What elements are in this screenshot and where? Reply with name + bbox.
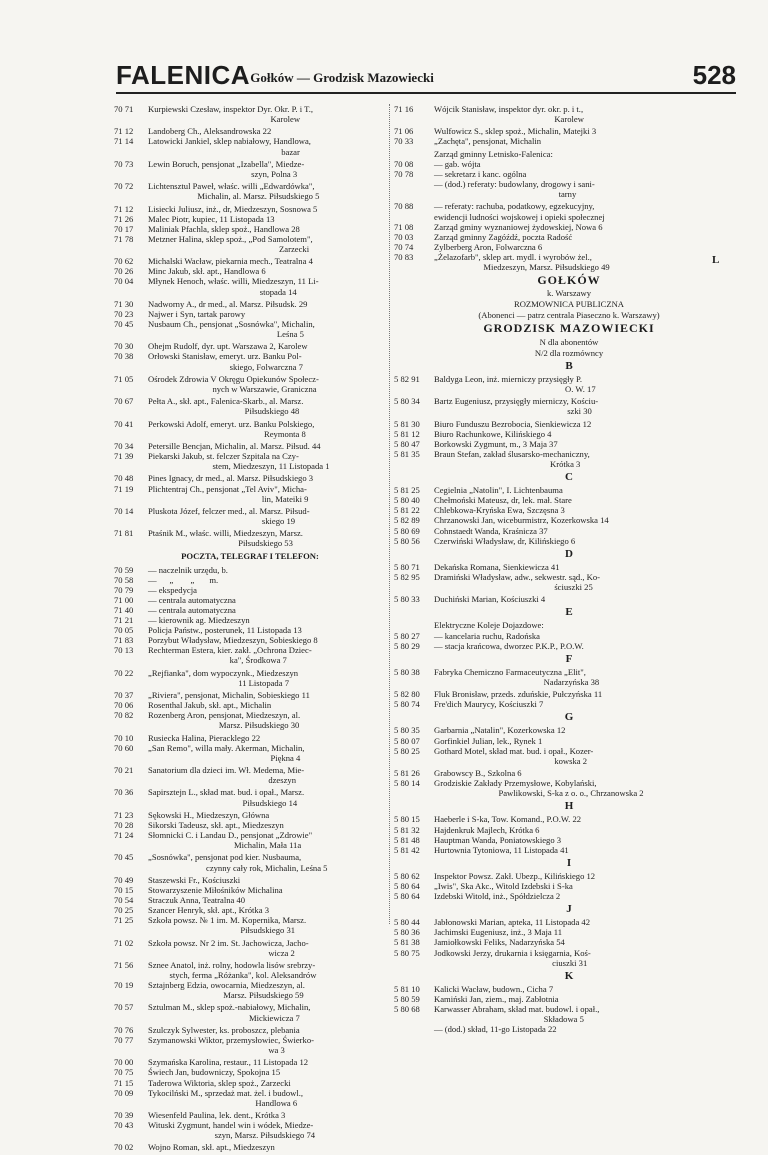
directory-entry [114, 765, 386, 785]
section-subheading: N dla abonentów [539, 336, 599, 347]
directory-entry [394, 485, 744, 546]
phone-number: 5 81 30 5 81 12 5 80 47 5 81 35 [394, 418, 420, 459]
entry-text: Zarząd gminny Letnisko-Falenica: — gab. wójta — sekretarz i kanc. ogólna — (dod.) referaty: budowlany, drogowy i sani- tarny [434, 148, 595, 200]
directory-entry [394, 620, 744, 650]
directory-entry [394, 562, 744, 592]
entry-text: Szulczyk Sylwester, ks. proboszcz, plebania Szymanowski Wiktor, przemysłowiec, Świerko- wa 3 [148, 1024, 314, 1056]
entry-text: Wójcik Stanisław, inspektor dyr. okr. p. i t., Karolew [434, 104, 584, 125]
entry-text: Nadworny A., dr med., al. Marsz. Piłsudsk. 29 Najwer i Syn, tartak parowy Nusbaum Ch., pensjonat „Sosnówka", Michalin, Leśna 5 [148, 298, 315, 340]
directory-entry [394, 689, 744, 709]
entry-text: Sznee Anatol, inż. rolny, hodowla lisów srebrzy- stych, ferma „Różanka", kol. Aleksandrów Sztajnberg Edzia, owocarnia, Miedzeszyn, al. Marsz. Piłsudskiego 59 [148, 959, 317, 1001]
directory-entry [114, 668, 386, 688]
letter-heading: H [564, 800, 574, 813]
header-rule [116, 92, 736, 94]
entry-text: — naczelnik urzędu, b. — „ „ m. — ekspedycja — centrala automatyczna — centrala automatyczna — kierownik ag. Miedzeszyn Policja Państw., posterunek, 11 Listopada 13 Porzybut Władysław, Miedzeszyn, Sobieskiego 8 Rechterman Estera, kier. zakł. „Ochrona Dziec- ka", Środkowa 7 [148, 564, 318, 666]
letter-heading: B [565, 359, 573, 372]
directory-entry [114, 181, 386, 201]
entry-text: Pełta A., skł. apt., Falenica-Skarb., al. Marsz. Piłsudskiego 48 [148, 396, 304, 417]
directory-entry [114, 473, 386, 503]
page-header [116, 60, 736, 94]
phone-number: 5 81 26 5 80 14 [394, 768, 420, 789]
directory-entry [114, 528, 386, 548]
directory-entry [114, 506, 386, 526]
directory-entry [114, 787, 386, 807]
left-column [114, 104, 386, 1155]
phone-number: 70 62 70 26 70 04 [114, 256, 134, 287]
directory-entry [114, 104, 386, 124]
phone-number: 5 80 71 5 82 95 [394, 561, 420, 582]
phone-number: 70 00 70 75 71 15 70 09 [114, 1057, 134, 1098]
letter-heading: F [565, 652, 573, 665]
entry-text: — referaty: rachuba, podatkowy, egzekucyjny, ewidencji ludności wojskowej i opieki społecznej Zarząd gminy wyznaniowej żydowskiej, Nowa 6 Zarząd gminny Zagóźdź, poczta Radość Zylberberg Aron, Folwarczna 6 „Żelazofarb", sklep art. mydl. i wyrobów żel., Miedzeszyn, Marsz. Piłsudskiego 49 [434, 201, 610, 272]
entry-text: Kalicki Wacław, budown., Cicha 7 Kamiński Jan, ziem., maj. Zabłotnia Karwasser Abraham, skład mat. budowl. i opał., Składowa 5 — (dod.) skład, 11-go Listopada 22 [434, 983, 600, 1035]
directory-entry [394, 917, 744, 967]
phone-number: 5 82 91 [394, 373, 420, 384]
page-number: 528 [692, 60, 736, 90]
directory-entry [394, 871, 744, 901]
directory-entry [114, 1110, 386, 1140]
directory-entry [114, 204, 386, 254]
phone-number: 70 48 71 19 [114, 473, 134, 494]
directory-entry [114, 875, 386, 936]
phone-number: 70 41 [114, 418, 134, 429]
section-heading: POCZTA, TELEGRAF I TELEFON: [181, 551, 319, 562]
phone-number: 5 80 33 [394, 594, 420, 605]
entry-text: Szymańska Karolina, restaur., 11 Listopada 12 Świech Jan, budowniczy, Spokojna 15 Taderowa Wiktoria, sklep spoż., Zarzecki Tykocilński M., sprzedaż mat. żel. i budowl., Handlowa 6 [148, 1057, 309, 1108]
phone-number: 70 49 70 15 70 54 70 25 71 25 [114, 874, 134, 926]
entry-text: Wiesenfeld Paulina, lek. dent., Krótka 3 Wituski Zygmunt, handel win i wódek, Miedze- szyn, Marsz. Piłsudskiego 74 [148, 1109, 316, 1141]
entry-text: „Rejfianka", dom wypoczynk., Miedzeszyn 11 Listopada 7 [148, 667, 299, 688]
directory-entry [114, 374, 386, 394]
entry-text: Elektryczne Koleje Dojazdowe: — kancelaria ruchu, Radońska — stacja krańcowa, dworzec P.K.P., P.O.W. [434, 620, 584, 651]
directory-entry [394, 594, 744, 604]
entry-text: „Sosnówka", pensjonat pod kier. Nusbauma, czynny cały rok, Michalin, Leśna 5 [148, 852, 328, 873]
directory-entry [394, 419, 744, 469]
directory-entry [114, 441, 386, 471]
phone-number: 71 30 70 23 70 45 [114, 298, 134, 329]
entry-text: Wulfowicz S., sklep spoż., Michalin, Matejki 3 „Zachęta", pensjonat, Michalin [434, 126, 597, 147]
entry-text: Perkowski Adolf, emeryt. urz. Banku Polskiego, Reymonta 8 [148, 418, 315, 439]
phone-number: 5 80 34 [394, 396, 420, 407]
page-title: FALENICA [116, 60, 250, 90]
entry-text: Duchiński Marian, Kościuszki 4 [434, 594, 546, 605]
directory-entry [394, 768, 744, 798]
phone-number: 70 39 70 43 [114, 1109, 134, 1131]
phone-number: 71 56 70 19 [114, 959, 134, 991]
entry-text: Inspektor Powsz. Zakł. Ubezp., Kilińskiego 12 „Iwis", Ska Akc., Witold Izdebski i S-ka Izdebski Witold, inż., Spółdzielcza 2 [434, 870, 596, 902]
phone-number: 5 80 38 [394, 666, 420, 677]
directory-entry [114, 159, 386, 179]
phone-number: 70 08 70 78 [394, 158, 414, 179]
entry-text: Jabłonowski Marian, apteka, 11 Listopada 42 Jachimski Eugeniusz, inż., 3 Maja 11 Jamiołkowski Feliks, Nadarzyńska 54 Jodkowski Jerzy, drukarnia i księgarnia, Koś- ciuszki 31 [434, 917, 591, 968]
locality-heading: GOŁKÓW [537, 273, 601, 288]
entry-text: Szkoła powsz. Nr 2 im. St. Jachowicza, Jacho- wicza 2 [148, 937, 309, 958]
phone-number: 70 34 71 39 [114, 440, 134, 462]
directory-entry [114, 1142, 386, 1152]
directory-entry [114, 341, 386, 371]
phone-number: 70 37 70 06 70 82 [114, 690, 134, 721]
entry-text: Rusiecka Halina, Pieracklego 22 „San Remo", willa mały. Akerman, Michalin, Piękna 4 [148, 732, 305, 763]
entry-text: Dekańska Romana, Sienkiewicza 41 Dramiński Władysław, adw., sekwestr. sąd., Ko- ściuszki 25 [434, 561, 601, 592]
directory-entry [394, 149, 744, 199]
directory-entry [114, 419, 386, 439]
entry-text: Biuro Funduszu Bezrobocia, Sienkiewicza 12 Biuro Rachunkowe, Kilińskiego 4 Borkowski Zygmunt, m., 3 Maja 37 Braun Stefan, zakład ślusarsko-mechaniczny, Krótka 3 [434, 418, 592, 469]
entry-text: Ohejm Rudolf, dyr. upt. Warszawa 2, Karolew Orłowski Stanisław, emeryt. urz. Banku Pol- skiego, Folwarczna 7 [148, 341, 308, 372]
directory-entry [394, 201, 744, 272]
entry-text: Cegielnia „Natolin", I. Lichtenbauma Chełmoński Mateusz, dr, lek. mał. Stare Chlebkowa-Kryńska Ewa, Szczęsna 3 Chrzanowski Jan, wiceburmistrz, Kozerkowska 14 Cohnstaedt Wanda, Kraśnicza 37 Czerwiński Władysław, dr, Kilińskiego 6 [434, 485, 609, 546]
corner-mark: L [712, 254, 720, 266]
phone-number: 5 80 35 5 80 07 5 80 25 [394, 725, 420, 756]
phone-number: 70 22 [114, 667, 134, 678]
entry-text: Bartz Eugeniusz, przysięgły mierniczy, Kościu- szki 30 [434, 396, 599, 417]
entry-text: Ośrodek Zdrowia V Okręgu Opiekunów Społecz- nych w Warszawie, Graniczna [148, 373, 319, 394]
entry-text: Lewin Boruch, pensjonat „Izabella", Miedze- szyn, Polna 3 [148, 158, 305, 179]
phone-number: 70 02 [114, 1142, 134, 1153]
directory-entry [114, 1002, 386, 1022]
phone-number: 5 80 15 5 81 32 5 81 48 5 81 42 [394, 814, 420, 855]
entry-text: Landoberg Ch., Aleksandrowska 22 Latowicki Jankiel, sklep nabiałowy, Handlowa, bazar [148, 126, 311, 157]
entry-text: Pines Ignacy, dr med., al. Marsz. Piłsudskiego 3 Plichtentraj Ch., pensjonat „Tel Aviv", Micha- lin, Mateiki 9 [148, 473, 314, 504]
directory-entry [114, 852, 386, 872]
phone-number: 70 10 70 60 [114, 732, 134, 753]
directory-entry [394, 725, 744, 765]
directory-entry [114, 1057, 386, 1107]
phone-number: 71 06 70 33 [394, 126, 414, 147]
entry-text: „Riviera", pensjonat, Michalin, Sobieskiego 11 Rosenthal Jakub, skł. apt., Michalin Rozenberg Aron, pensjonat, Miedzeszyn, al. Marsz. Piłsudskiego 30 [148, 690, 310, 731]
directory-entry [394, 126, 744, 146]
right-column [394, 104, 744, 1036]
entry-text: Wojno Roman, skł. apt., Miedzeszyn [148, 1142, 275, 1153]
directory-entry [114, 733, 386, 763]
phone-number: 71 81 [114, 528, 134, 539]
directory-entry [114, 565, 386, 666]
entry-text: Grabowscy B., Szkolna 6 Grodziskie Zakłady Przemysłowe, Kobylański, Pawlikowski, S-ka z o. o., Chrzanowska 2 [434, 768, 644, 799]
phone-number: 70 57 [114, 1002, 134, 1013]
directory-entry [114, 126, 386, 156]
phone-number: 5 80 27 5 80 29 [394, 630, 420, 651]
directory-entry [394, 984, 744, 1034]
phone-number: 71 16 [394, 104, 414, 114]
entry-text: Sztulman M., sklep spoż.-nabiałowy, Michalin, Mickiewicza 7 [148, 1002, 311, 1023]
directory-entry [114, 396, 386, 416]
phone-number: 70 71 [114, 104, 134, 114]
letter-heading: D [565, 547, 573, 560]
phone-number: 71 02 [114, 937, 134, 948]
phone-number: 5 81 10 5 80 59 5 80 68 [394, 983, 420, 1014]
letter-heading: I [566, 856, 572, 869]
letter-heading: C [565, 471, 573, 484]
entry-text: Sękowski H., Miedzeszyn, Główna Sikorski Tadeusz, skł. apt., Miedzeszyn Słomnicki C. i Landau D., pensjonat „Zdrowie" Michalin, Mała 11a [148, 809, 313, 851]
letter-heading: J [566, 903, 572, 916]
letter-heading: K [564, 969, 574, 982]
phone-number: 5 81 25 5 80 40 5 81 22 5 82 89 5 80 69 5 80 56 [394, 485, 420, 546]
phone-number: 70 21 [114, 765, 134, 776]
entry-text: Garbarnia „Natalin", Kozerkowska 12 Gorfinkiel Julian, lek., Rynek 1 Gothard Motel, skład mat. bud. i opał., Kozer- kowska 2 [434, 725, 594, 766]
entry-text: Fluk Bronisław, przeds. zduńskie, Pułczyńska 11 Fre'dich Maurycy, Kościuszki 7 [434, 689, 603, 710]
phone-number: 71 23 70 28 71 24 [114, 809, 134, 841]
entry-text: Baldyga Leon, inż. mierniczy przysięgły P. O. W. 17 [434, 373, 596, 394]
directory-entry [394, 814, 744, 854]
entry-text: Sanatorium dla dzieci im. Wł. Medema, Mie- dzeszyn [148, 765, 305, 786]
section-subheading: ROZMOWNICA PUBLICZNA [513, 299, 625, 310]
phone-number: 5 82 80 5 80 74 [394, 689, 420, 710]
directory-entry [114, 690, 386, 730]
phone-number: 70 67 [114, 396, 134, 407]
entry-text: Sapirsztejn L., skład mat. bud. i opał., Marsz. Piłsudskiego 14 [148, 787, 305, 808]
directory-entry [114, 810, 386, 850]
phone-number: 70 30 70 38 [114, 341, 134, 362]
directory-entry [394, 104, 744, 124]
entry-text: Michalski Wacław, piekarnia mech., Teatralna 4 Minc Jakub, skł. apt., Handlowa 6 Młynek Henoch, właśc. willi, Miedzeszyn, 11 Li- stopada 14 [148, 256, 319, 297]
phone-number: 5 80 44 5 80 36 5 81 38 5 80 75 [394, 917, 420, 958]
phone-number: 70 76 70 77 [114, 1024, 134, 1045]
phone-number: 70 73 [114, 158, 134, 169]
directory-entry [114, 256, 386, 296]
directory-entry [114, 299, 386, 339]
phone-number: 71 12 71 26 70 17 71 78 [114, 203, 134, 244]
entry-text: Staszewski Fr., Kościuszki Stowarzyszenie Miłośników Michalina Straczuk Anna, Teatralna 40 Szancer Henryk, skł. apt., Krótka 3 Szkoła powsz. № 1 im. M. Kopernika, Marsz. Piłsudskiego 31 [148, 874, 307, 936]
entry-text: Lisiecki Juliusz, inż., dr, Miedzeszyn, Sosnowa 5 Malec Piotr, kupiec, 11 Listopada 13 Maliniak Pfachla, sklep spoż., Handlowa 28 Metzner Halina, sklep spoż., „Pod Samolotem", Zarzecki [148, 203, 318, 254]
phone-number: 5 80 62 5 80 64 5 80 64 [394, 870, 420, 902]
letter-heading: G [564, 711, 574, 724]
page-subtitle: — Gołków — Grodzisk Mazowiecki [234, 70, 434, 85]
entry-text: Fabryka Chemiczno Farmaceutyczna „Elit", Nadarzyńska 38 [434, 666, 600, 687]
entry-text: Haeberle i S-ka, Tow. Komand., P.O.W. 22 Hajdenkruk Majlech, Krótka 6 Hauptman Wanda, Poniatowskiego 3 Hurtownia Tytoniowa, 11 Listopada 41 [434, 814, 582, 855]
entry-text: Ptaśnik M., właśc. willi, Miedzeszyn, Marsz. Piłsudskiego 53 [148, 528, 303, 549]
phone-number: 70 45 [114, 852, 134, 863]
column-divider [389, 104, 390, 924]
phone-number: 70 88 71 08 70 03 70 74 70 83 [394, 201, 414, 262]
section-subheading: N/2 dla rozmówncy [534, 347, 604, 358]
letter-heading: E [565, 606, 573, 619]
section-subheading: (Abonenci — patrz centrala Piaseczno k. Warszawy) [478, 310, 660, 321]
phone-number: 70 36 [114, 787, 134, 798]
entry-text: Lichtensztul Paweł, właśc. willi „Edwardówka", Michalin, al. Marsz. Piłsudskiego 5 [148, 181, 320, 202]
directory-entry [114, 1025, 386, 1055]
entry-text: Pluskota Józef, felczer med., al. Marsz. Piłsud- skiego 19 [148, 505, 310, 526]
entry-text: Kurpiewski Czesław, inspektor Dyr. Okr. P. i T., Karolew [148, 104, 314, 125]
directory-entry [394, 374, 744, 394]
directory-entry [114, 960, 386, 1000]
directory-entry [394, 667, 744, 687]
phone-number: 71 05 [114, 373, 134, 384]
phone-number: 70 72 [114, 181, 134, 192]
locality-heading: GRODZISK MAZOWIECKI [483, 321, 655, 336]
directory-entry [394, 396, 744, 416]
section-subheading: k. Warszawy [546, 288, 591, 299]
phone-number: 70 14 [114, 505, 134, 516]
phone-number: 71 12 71 14 [114, 126, 134, 147]
entry-text: Petersille Bencjan, Michalin, al. Marsz. Piłsud. 44 Piekarski Jakub, st. felczer Szpitala na Czy- stem, Miedzeszyn, 11 Listopada 1 [148, 440, 330, 472]
phone-number: 70 59 70 58 70 79 71 00 71 40 71 21 70 05 71 83 70 13 [114, 564, 134, 656]
directory-entry [114, 938, 386, 958]
